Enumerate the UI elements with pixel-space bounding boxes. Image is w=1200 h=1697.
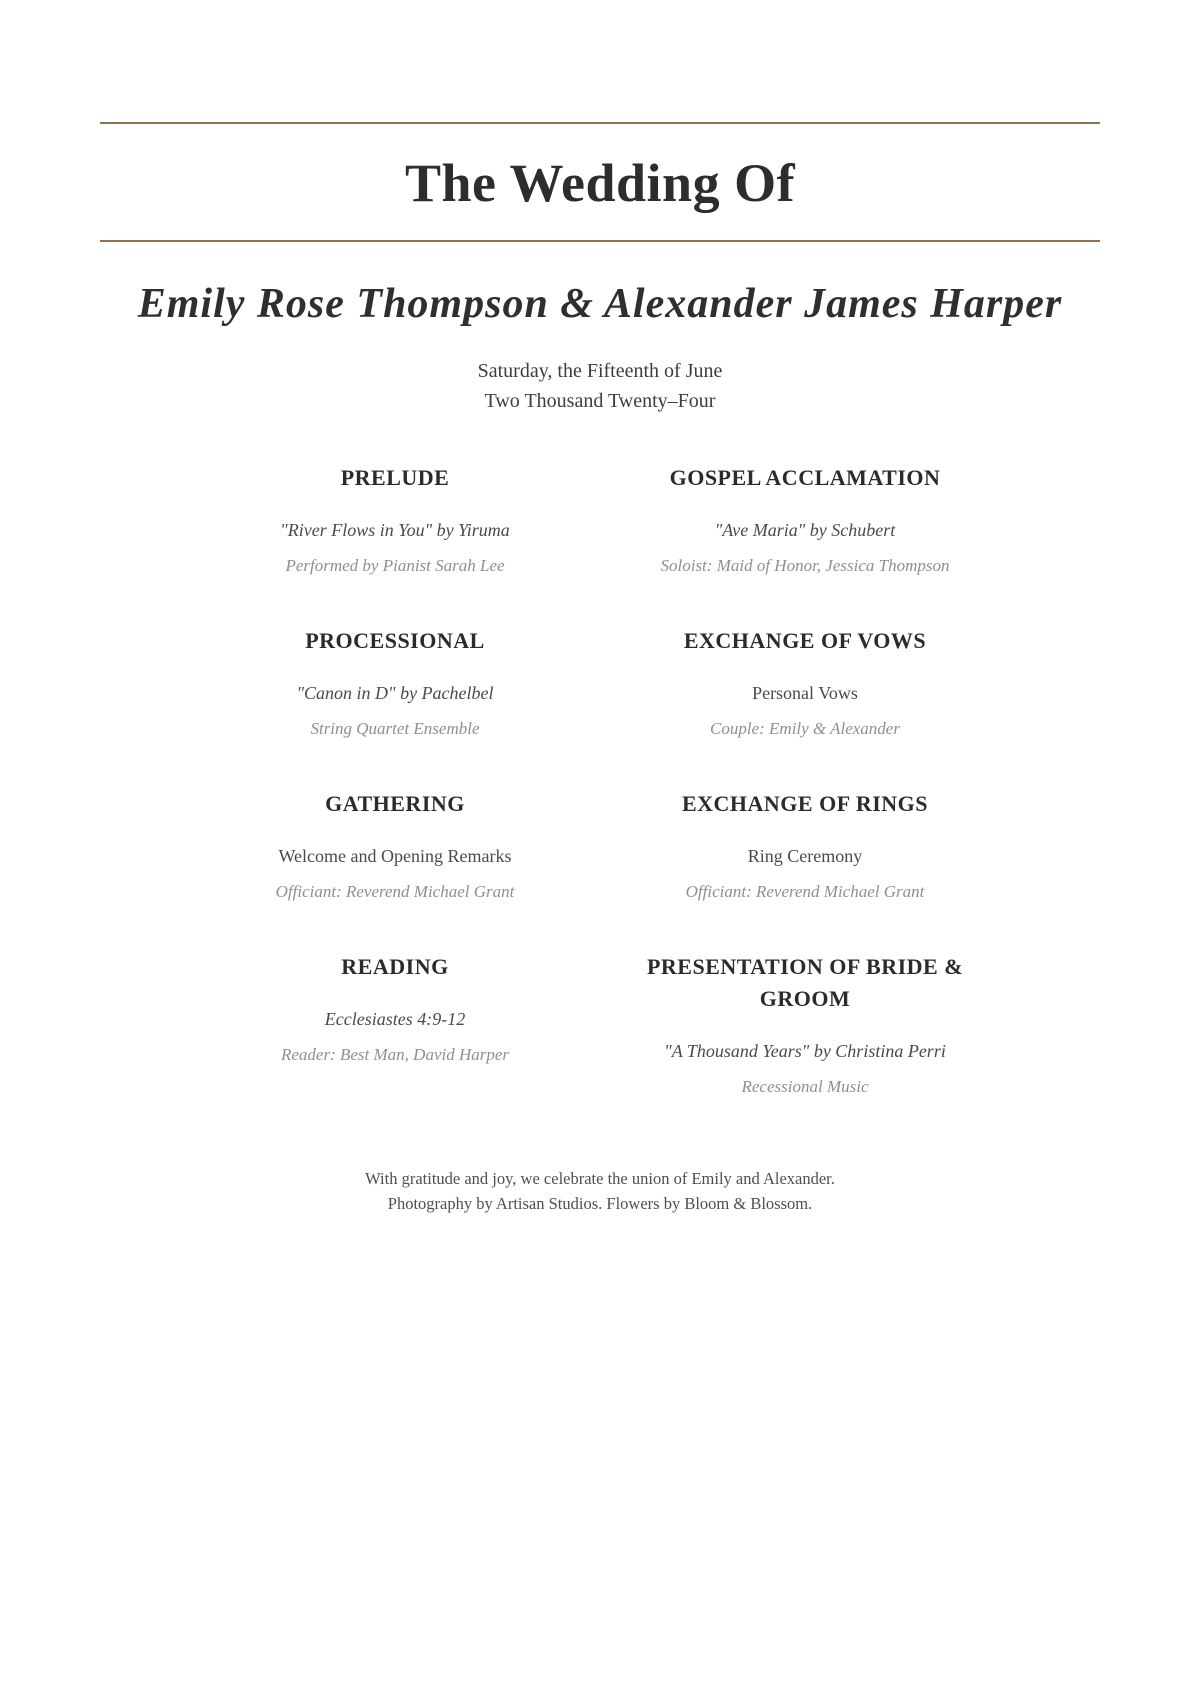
program-section-gospel-acclamation [620,462,990,579]
program-section-processional [210,625,580,742]
section-detail-secondary: Officiant: Reverend Michael Grant [685,882,925,901]
program-section-reading [210,951,580,1100]
section-detail-secondary: Reader: Best Man, David Harper [280,1045,510,1064]
section-title: EXCHANGE OF VOWS [683,628,927,653]
section-detail-secondary: Couple: Emily & Alexander [710,719,900,738]
program-section-exchange-of-rings [620,788,990,905]
title-divider-rule [100,240,1100,242]
footer-line2: Photography by Artisan Studios. Flowers by Bloom & Blossom. [387,1194,813,1213]
section-detail-secondary: Soloist: Maid of Honor, Jessica Thompson [660,556,950,575]
section-detail-primary: "Ave Maria" by Schubert [714,520,896,540]
page-title: The Wedding Of [404,153,796,213]
program-content [100,0,1100,1216]
section-detail-primary: Ecclesiastes 4:9-12 [324,1009,466,1029]
section-detail-secondary: String Quartet Ensemble [310,719,480,738]
section-detail-primary: "River Flows in You" by Yiruma [280,520,510,540]
section-title: PRESENTATION OF BRIDE & GROOM [646,954,964,1011]
section-title: EXCHANGE OF RINGS [681,791,929,816]
program-section-prelude [210,462,580,579]
section-detail-secondary: Recessional Music [741,1077,869,1096]
section-detail-primary: "Canon in D" by Pachelbel [296,683,494,703]
section-title: PROCESSIONAL [305,628,485,653]
section-title: READING [341,954,449,979]
program-section-gathering [210,788,580,905]
top-divider-rule [100,122,1100,124]
couple-names: Emily Rose Thompson & Alexander James Harper [137,281,1063,327]
event-date-line1: Saturday, the Fifteenth of June [477,360,723,382]
event-date [100,356,1100,416]
section-detail-primary: "A Thousand Years" by Christina Perri [664,1041,946,1061]
footer-line1: With gratitude and joy, we celebrate the union of Emily and Alexander. [365,1169,835,1188]
section-detail-secondary: Officiant: Reverend Michael Grant [275,882,515,901]
section-title: GATHERING [325,791,465,816]
program-grid [210,462,990,1146]
section-detail-primary: Personal Vows [752,683,858,703]
program-section-presentation [620,951,990,1100]
section-detail-secondary: Performed by Pianist Sarah Lee [285,556,505,575]
footer-note [100,1166,1100,1216]
section-title: GOSPEL ACCLAMATION [669,465,941,490]
section-detail-primary: Ring Ceremony [747,846,863,866]
program-section-exchange-of-vows [620,625,990,742]
event-date-line2: Two Thousand Twenty–Four [484,390,716,412]
section-title: PRELUDE [340,465,450,490]
section-detail-primary: Welcome and Opening Remarks [278,846,512,866]
